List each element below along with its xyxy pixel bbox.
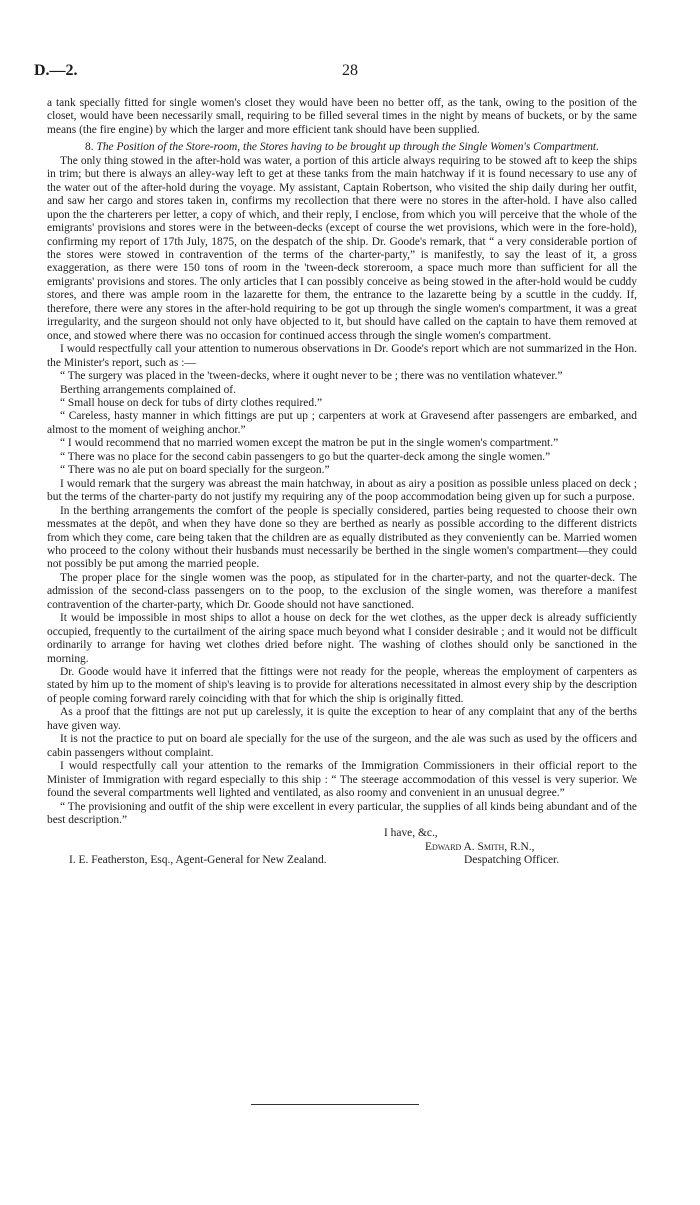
paragraph: Dr. Goode would have it inferred that the fittings were not ready for the people, whereas the employment of carpenters as stated by him up to the moment of ship's leaving is to provide for alterations necessitated in almost every ship by the description of people coming forward rarely coinciding with that for which the ship is originally fitted. bbox=[47, 666, 637, 705]
quotation: “ Careless, hasty manner in which fittings are put up ; carpenters at work at Gravesend after passengers are embarked, and almost to the moment of weighing anchor.” bbox=[47, 410, 637, 436]
quotation: “ Small house on deck for tubs of dirty clothes required.” bbox=[60, 396, 323, 409]
paragraph: In the berthing arrangements the comfort of the people is specially considered, parties being requested to choose their own messmates at the depôt, and when they have done so they are berthed as nearly as possible according to the different districts from which they come, care being taken that the children are as equally distributed as they conveniently can be. Married women who proceed to the colony without their husbands must necessarily be berthed in the single women's compartment—they could not possibly be put among the married people. bbox=[47, 504, 637, 571]
paragraph: a tank specially fitted for single women's closet they would have been no better off, as the tank, owing to the position of the closet, would have been necessarily small, requiring to be filled several times in the night by means of buckets, or by the same means (the fire engine) by which the larger and more efficient tank should have been supplied. bbox=[47, 97, 637, 136]
paragraph: The only thing stowed in the after-hold was water, a portion of this article always requiring to be stowed aft to keep the ships in trim; but there is always an alley-way left to get at these tanks from the main hatchway if it is found necessary to use any of the water out of the after-hold during the voyage. My assistant, Captain Robertson, who visited the ship daily during her outfit, and saw her cargo and stores taken in, confirms my recollection that there were no stores in the after-hold. I have also called upon the the charterers per letter, a copy of which, and their reply, I enclose, from which you will perceive that the whole of the emigrants' provisions and stores were in the between-decks (except of course the wet provisions, which were in the fore-hold), confirming my report of 17th July, 1875, on the despatch of the ship. Dr. Goode's remark, that “ a very considerable portion of the stores were stowed in contravention of the terms of the charter-party,” is manifestly, to say the least of it, a gross exaggeration, as there were 150 tons of room in the 'tween-deck storeroom, a space much more than sufficient for all the emigrants' provisions and stores. The only articles that I can possibly conceive as being stowed in the after-hold would be cuddy stores, and there was ample room in the lazarette for them, the entrance to the lazarette being by a scuttle in the cuddy. If, therefore, there were any stores in the after-hold requiring to be got up through the single women's compartment, it was a great irregularity, and the surgeon should not only have objected to it, but should have called on the captain to have them removed at once, and stowed where there was no occasion for continued access through the single women's compartment. bbox=[47, 154, 637, 342]
section-number: 8. bbox=[85, 141, 94, 154]
quotation: “ There was no place for the second cabin passengers to go but the quarter-deck among the single women.” bbox=[60, 450, 551, 463]
page-body bbox=[47, 97, 637, 868]
signatory-title: Despatching Officer. bbox=[464, 854, 560, 867]
signature-closing: I have, &c., bbox=[384, 827, 438, 840]
paragraph: Berthing arrangements complained of. bbox=[60, 383, 236, 396]
signature-name bbox=[47, 841, 637, 854]
closing-rule bbox=[251, 1104, 419, 1105]
page-header bbox=[0, 62, 700, 84]
section-title: The Position of the Store-room, the Stores having to be brought up through the Single Women's Compartment. bbox=[96, 141, 599, 154]
quotation: “ I would recommend that no married women except the matron be put in the single women's compartment.” bbox=[60, 437, 559, 450]
paragraph: The proper place for the single women was the poop, as stipulated for in the charter-party, and not the quarter-deck. The admission of the second-class passengers on to the poop, to the exclusion of the single women, was therefore a manifest contravention of the charter-party, which Dr. Goode should not have sanctioned. bbox=[47, 571, 637, 611]
document-reference: D.—2. bbox=[34, 62, 78, 79]
paragraph: It would be impossible in most ships to allot a house on deck for the wet clothes, as the upper deck is already sufficiently occupied, frequently to the curtailment of the airing space much beyond what I consider desirable ; and it would not be difficult ordinarily to arrange for having wet clothes dried before night. The washing of clothes should only be sanctioned in the morning. bbox=[47, 612, 637, 665]
paragraph: I would respectfully call your attention to the remarks of the Immigration Commissioners in their official report to the Minister of Immigration with regard especially to this ship : “ The steerage accommodation of this vessel is very superior. We found the several compartments well lighted and ventilated, as also roomy and convenient in an unusual degree.” bbox=[47, 760, 637, 800]
paragraph: As a proof that the fittings are not put up carelessly, it is quite the exception to hear of any complaint that any of the berths have given way. bbox=[47, 706, 637, 732]
paragraph: I would respectfully call your attention to numerous observations in Dr. Goode's report which are not summarized in the Hon. the Minister's report, such as :— bbox=[47, 343, 637, 369]
paragraph: It is not the practice to put on board ale specially for the use of the surgeon, and the ale was such as used by the officers and cabin passengers without complaint. bbox=[47, 733, 637, 759]
section-heading bbox=[47, 141, 637, 154]
page-number: 28 bbox=[342, 62, 358, 79]
quotation: “ The surgery was placed in the 'tween-decks, where it ought never to be ; there was no ventilation whatever.” bbox=[60, 370, 563, 383]
quotation: “ The provisioning and outfit of the ship were excellent in every particular, the supplies of all kinds being abundant and of the best description.” bbox=[47, 800, 637, 827]
signature-row bbox=[47, 854, 637, 868]
paragraph: I would remark that the surgery was abreast the main hatchway, in about as airy a position as possible unless placed on deck ; but the terms of the charter-party do not justify my requiring any of the poop accommodation being given up for such a purpose. bbox=[47, 477, 637, 504]
signatory-name: Edward A. Smith, R.N., bbox=[425, 840, 535, 853]
quotation: “ There was no ale put on board specially for the surgeon.” bbox=[60, 464, 330, 477]
addressee: I. E. Featherston, Esq., Agent-General for New Zealand. bbox=[69, 854, 327, 867]
